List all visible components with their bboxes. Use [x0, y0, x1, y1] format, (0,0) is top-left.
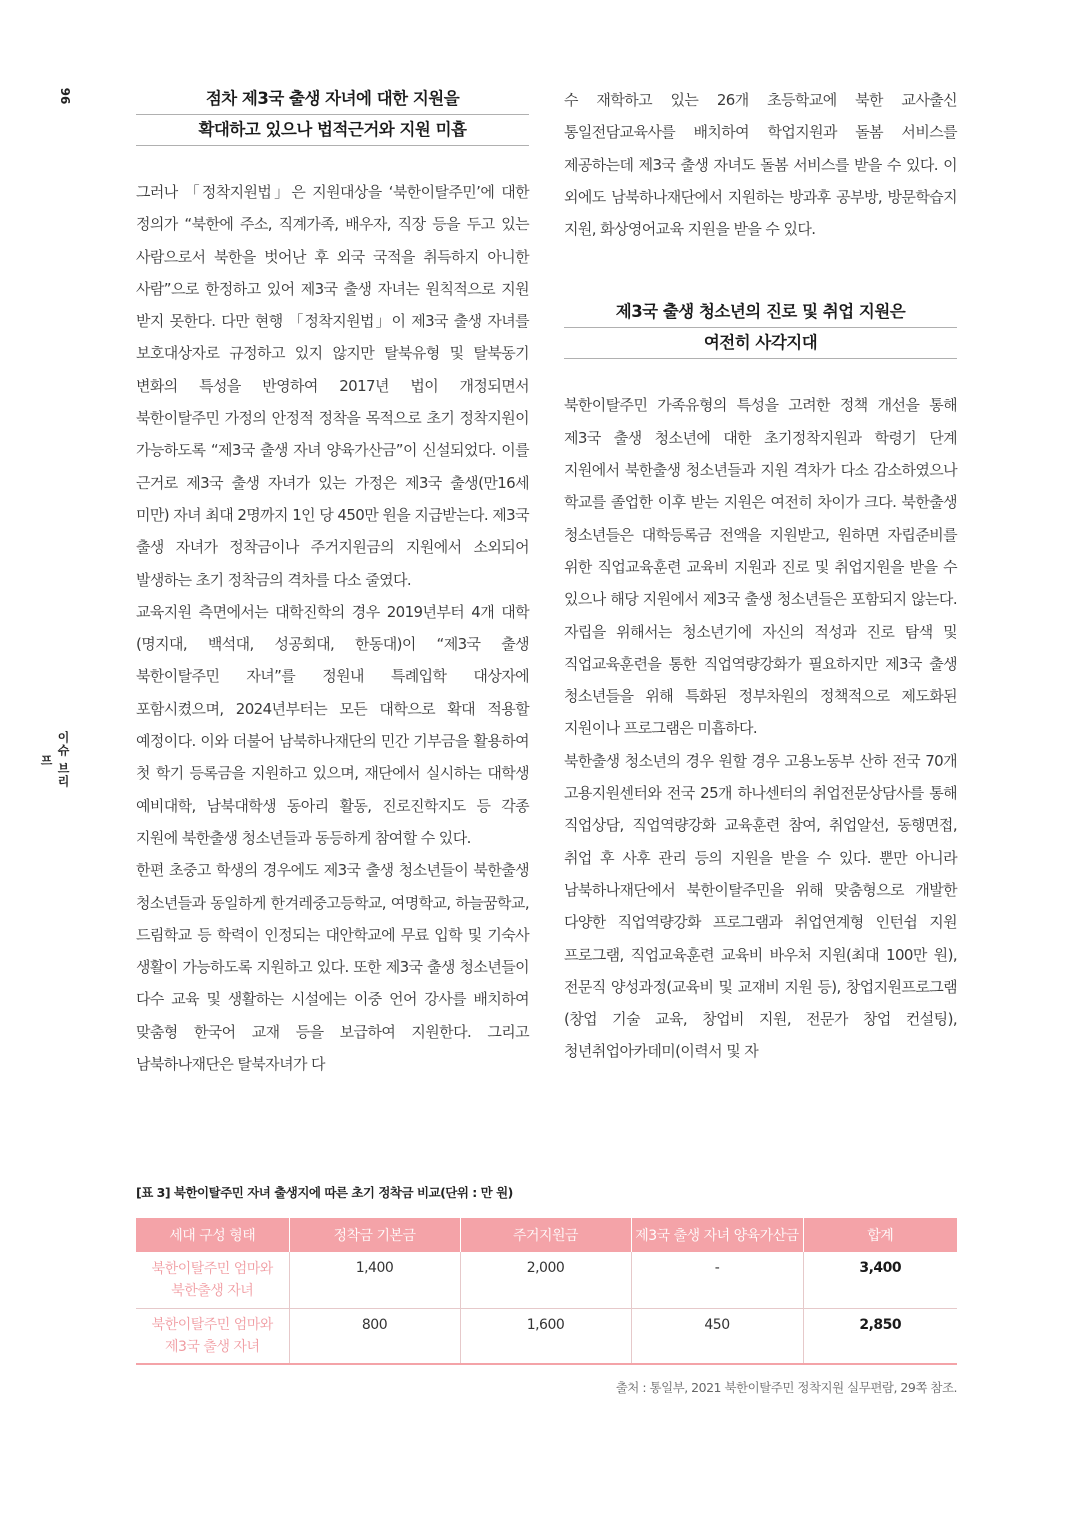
table-caption: [표 3] 북한이탈주민 자녀 출생지에 따른 초기 정착금 비교(단위 : 만 원)	[136, 1185, 513, 1200]
table-row	[136, 1252, 957, 1308]
cell-addon: -	[631, 1252, 803, 1308]
header-child-addon: 제3국 출생 자녀 양육가산금	[631, 1218, 803, 1252]
cell-housing: 2,000	[460, 1252, 631, 1308]
settlement-comparison-table	[136, 1218, 957, 1365]
header-basic-grant: 정착금 기본금	[289, 1218, 460, 1252]
row-label-line: 제3국 출생 자녀	[165, 1339, 260, 1356]
cell-basic: 1,400	[289, 1252, 460, 1308]
cell-total: 3,400	[803, 1252, 957, 1308]
table-row	[136, 1308, 957, 1364]
right-heading-line-1: 제3국 출생 청소년의 진로 및 취업 지원은	[564, 297, 957, 328]
header-total: 합계	[803, 1218, 957, 1252]
header-housing-support: 주거지원금	[460, 1218, 631, 1252]
left-paragraph-2: 교육지원 측면에서는 대학진학의 경우 2019년부터 4개 대학(명지대, 백석대, 성공회대, 한동대)이 “제3국 출생 북한이탈주민 자녀”를 정원내 특례입학 대상자에 포함시켰으며, 2024년부터는 모든 대학으로 확대 적용할 예정이다. 이와 더불어 남북하나재단의 민간 기부금을 활용하여 첫 학기 등록금을 지원하고 있으며, 재단에서 실시하는 대학생 예비대학, 남북대학생 동아리 활동, 진로진학지도 등 각종 지원에 북한출생 청소년들과 동등하게 참여할 수 있다.	[136, 602, 529, 847]
left-column	[136, 84, 529, 1080]
left-paragraph-3: 한편 초중고 학생의 경우에도 제3국 출생 청소년들이 북한출생 청소년들과 동일하게 한겨레중고등학교, 여명학교, 하늘꿈학교, 드림학교 등 학력이 인정되는 대안학교에 무료 입학 및 기숙사 생활이 가능하도록 지원하고 있다. 또한 제3국 출생 청소년들이 다수 교육 및 생활하는 시설에는 이중 언어 강사를 배치하여 맞춤형 한국어 교재 등을 보급하여 지원한다. 그리고 남북하나재단은 탈북자녀가 다	[136, 861, 529, 1074]
row-label	[136, 1308, 289, 1364]
cell-housing: 1,600	[460, 1308, 631, 1364]
right-intro-paragraph: 수 재학하고 있는 26개 초등학교에 북한 교사출신 통일전담교육사를 배치하여 학업지원과 돌봄 서비스를 제공하는데 제3국 출생 자녀도 돌봄 서비스를 받을 수 있다. 이 외에도 남북하나재단에서 지원하는 방과후 공부방, 방문학습지 지원, 화상영어교육 지원을 받을 수 있다.	[564, 91, 957, 239]
cell-total: 2,850	[803, 1308, 957, 1364]
row-label	[136, 1252, 289, 1308]
right-paragraph-1: 북한이탈주민 가족유형의 특성을 고려한 정책 개선을 통해 제3국 출생 청소년에 대한 초기정착지원과 학령기 단계 지원에서 북한출생 청소년들과 지원 격차가 다소 감소하였으나 학교를 졸업한 이후 받는 지원은 여전히 차이가 크다. 북한출생 청소년들은 대학등록금 전액을 지원받고, 원하면 자립준비를 위한 직업교육훈련 교육비 지원과 진로 및 취업지원을 받을 수 있으나 해당 지원에서 제3국 출생 청소년들은 포함되지 않는다. 자립을 위해서는 청소년기에 자신의 적성과 진로 탐색 및 직업교육훈련을 통한 직업역량강화가 필요하지만 제3국 출생 청소년들을 위해 특화된 정부차원의 정책적으로 제도화된 지원이나 프로그램은 미흡하다.	[564, 396, 957, 738]
left-section-heading	[136, 84, 529, 146]
left-heading-line-2: 확대하고 있으나 법적근거와 지원 미흡	[198, 120, 467, 139]
right-heading-line-2: 여전히 사각지대	[703, 333, 818, 353]
cell-addon: 450	[631, 1308, 803, 1364]
row-label-line: 북한이탈주민 엄마와	[151, 1317, 273, 1334]
header-household-type: 세대 구성 형태	[136, 1218, 289, 1252]
table-header-row	[136, 1218, 957, 1252]
right-paragraph-2: 북한출생 청소년의 경우 원할 경우 고용노동부 산하 전국 70개 고용지원센터와 전국 25개 하나센터의 취업전문상담사를 통해 직업상담, 직업역량강화 교육훈련 참여, 취업알선, 동행면접, 취업 후 사후 관리 등의 지원을 받을 수 있다. 뿐만 아니라 남북하나재단에서 북한이탈주민을 위해 맞춤형으로 개발한 다양한 직업역량강화 프로그램과 취업연계형 인턴쉽 지원 프로그램, 직업교육훈련 교육비 바우처 지원(최대 100만 원), 전문직 양성과정(교육비 및 교재비 지원 등), 창업지원프로그램(창업 기술 교육, 창업비 지원, 전문가 창업 컨설팅), 청년취업아카데미(이력서 및 자	[564, 751, 957, 1061]
cell-basic: 800	[289, 1308, 460, 1364]
right-column	[564, 84, 957, 1068]
right-section-heading	[564, 297, 957, 359]
left-paragraph-1: 그러나 「정착지원법」은 지원대상을 ‘북한이탈주민’에 대한 정의가 “북한에 주소, 직계가족, 배우자, 직장 등을 두고 있는 사람으로서 북한을 벗어난 후 외국 국적을 취득하지 아니한 사람”으로 한정하고 있어 제3국 출생 자녀는 원칙적으로 지원 받지 못한다. 다만 현행 「정착지원법」이 제3국 출생 자녀를 보호대상자로 규정하고 있지 않지만 탈북유형 및 탈북동기 변화의 특성을 반영하여 2017년 법이 개정되면서 북한이탈주민 가정의 안정적 정착을 목적으로 초기 정착지원이 가능하도록 “제3국 출생 자녀 양육가산금”이 신설되었다. 이를 근거로 제3국 출생 자녀가 있는 가정은 제3국 출생(만16세 미만) 자녀 최대 2명까지 1인 당 450만 원을 지급받는다. 제3국 출생 자녀가 정착금이나 주거지원금의 지원에서 소외되어 발생하는 초기 정착금의 격차를 다소 줄였다.	[136, 183, 529, 589]
left-heading-line-1: 점차 제3국 출생 자녀에 대한 지원을	[136, 84, 529, 115]
table-source: 출처 : 통일부, 2021 북한이탈주민 정착지원 실무편람, 29쪽 참조.	[615, 1380, 957, 1395]
row-label-line: 북한출생 자녀	[171, 1283, 254, 1300]
row-label-line: 북한이탈주민 엄마와	[151, 1261, 273, 1278]
section-side-label: 이슈 브리프	[39, 731, 70, 789]
page-number: 96	[58, 87, 72, 105]
